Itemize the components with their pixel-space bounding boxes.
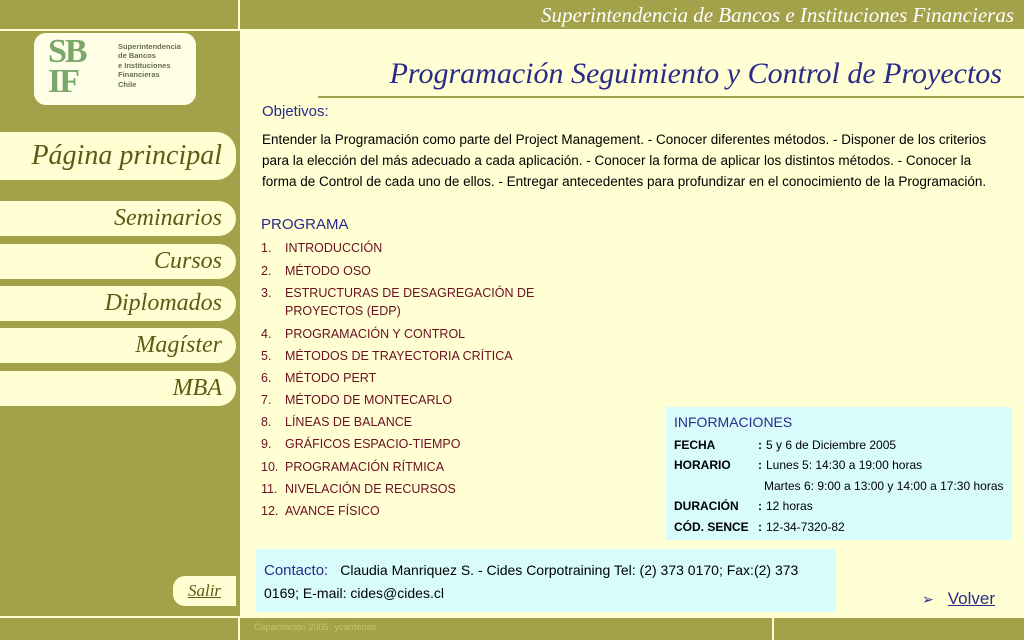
logo-mark: SB IF <box>48 33 86 100</box>
back-link[interactable] <box>922 589 995 609</box>
contact-label: Contacto: <box>264 562 329 579</box>
info-box: INFORMACIONES FECHA : 5 y 6 de Diciembre 2005 HORARIO : Lunes 5: 14:30 a 19:00 horas Martes 6: 9:00 a 13:00 y 14:00 a 17:30 horas DURACIÓN : 12 horas CÓD. SENCE : 12-34-7320-82 <box>666 407 1012 540</box>
top-bar-rule <box>0 29 1024 31</box>
contact-details: Claudia Manriquez S. - Cides Corpotraining Tel: (2) 373 0170; Fax:(2) 373 0169; E-mail: cides@cides.cl <box>264 562 799 601</box>
nav-diplomados[interactable]: Diplomados <box>0 286 236 321</box>
logo-text: Superintendencia de Bancos e Instituciones Financieras Chile <box>118 42 181 89</box>
nav-seminarios[interactable]: Seminarios <box>0 201 236 236</box>
contact-text <box>264 559 824 604</box>
contact-box <box>256 549 836 612</box>
objectives-text: Entender la Programación como parte del Project Management. - Conocer diferentes métodos. - Disponer de los criterios para la elección del más adecuado a cada aplicación. - Conocer la forma de aplicar los distintos métodos. - Conocer la forma de Control de cada uno de ellos. - Entregar antecedentes para profundizar en el conocimiento de la Programación. <box>262 132 987 189</box>
title-rule <box>318 96 1024 98</box>
nav-mba[interactable]: MBA <box>0 371 236 406</box>
footer <box>0 618 1024 640</box>
footer-rule <box>0 616 1024 618</box>
page-title: Programación Seguimiento y Control de Proyectos <box>389 57 1002 90</box>
top-bar-divider <box>238 0 240 29</box>
footer-text: Capacitación 2005 ycardenas <box>254 622 377 632</box>
info-title: INFORMACIONES <box>674 414 793 430</box>
footer-divider-right <box>772 616 774 640</box>
nav-home[interactable]: Página principal <box>0 132 236 180</box>
footer-divider <box>238 616 240 640</box>
arrow-right-icon: ➢ <box>922 591 934 607</box>
nav-cursos[interactable]: Cursos <box>0 244 236 279</box>
org-title: Superintendencia de Bancos e Instituciones Financieras <box>541 3 1014 27</box>
back-label[interactable]: Volver <box>947 589 995 608</box>
objectives-label: Objetivos: <box>262 103 329 120</box>
programa-label: PROGRAMA <box>261 216 349 233</box>
sbif-logo[interactable] <box>34 33 196 105</box>
nav-magister[interactable]: Magíster <box>0 328 236 363</box>
exit-button[interactable]: Salir <box>173 576 236 606</box>
